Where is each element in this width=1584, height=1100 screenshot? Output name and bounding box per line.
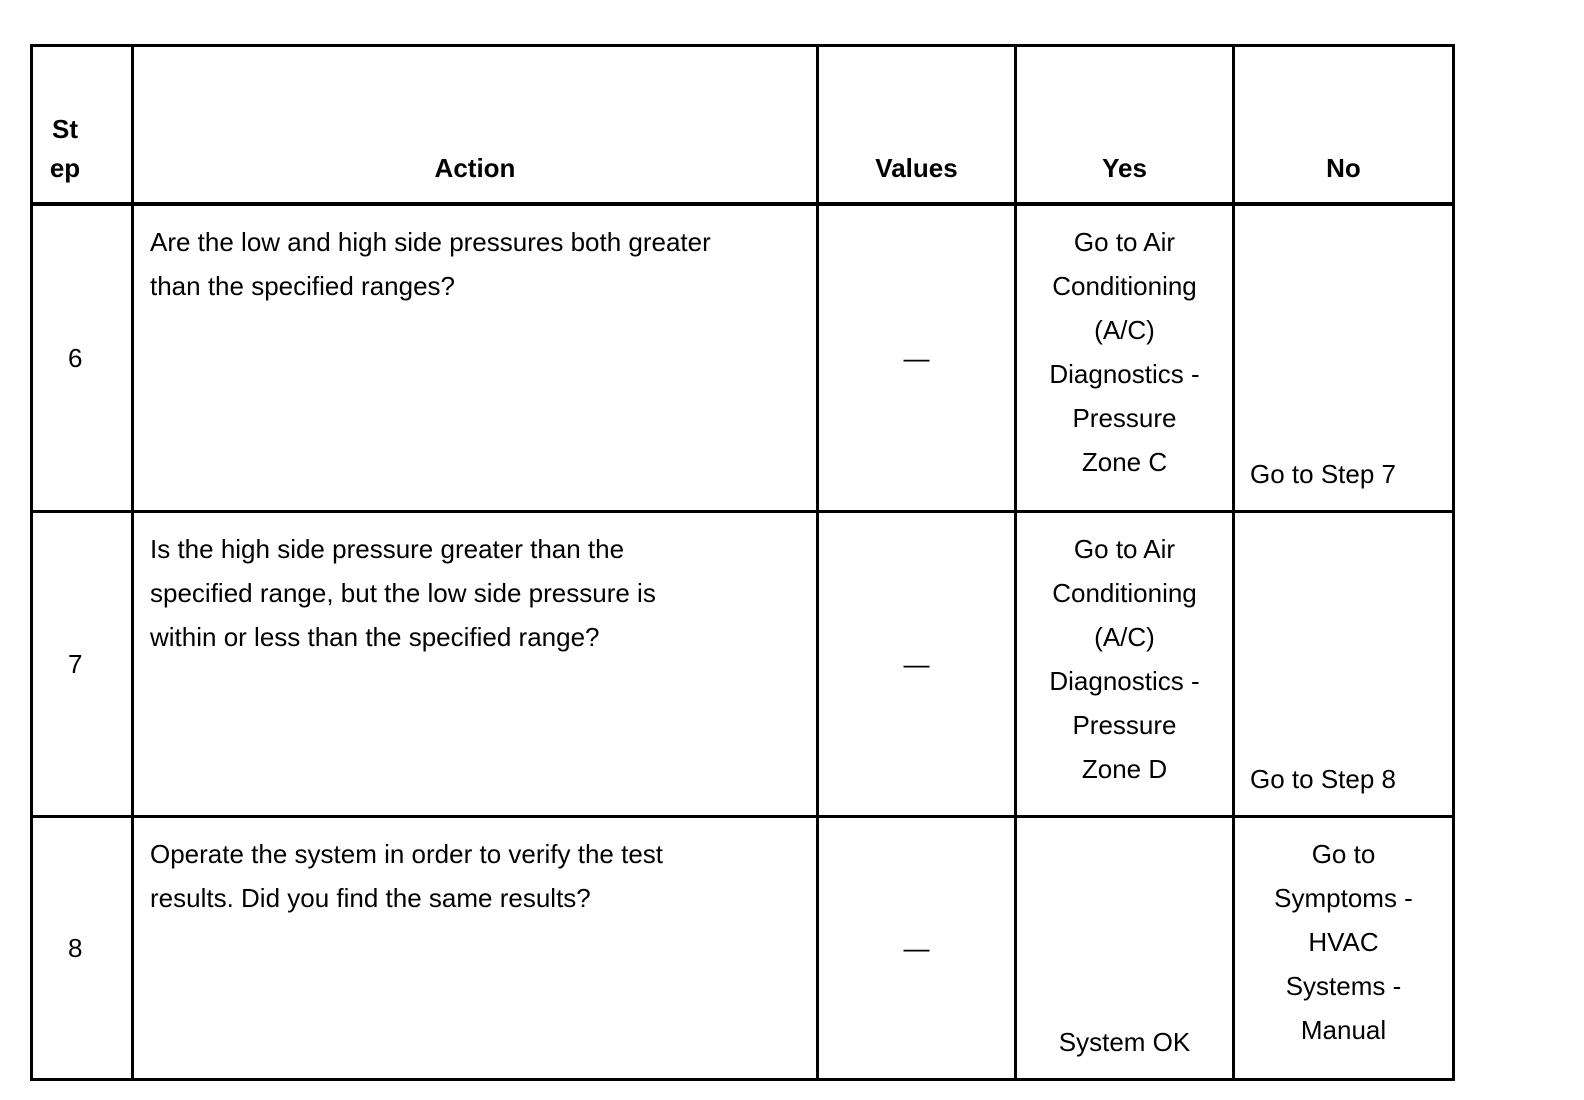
header-action: Action	[133, 46, 818, 205]
no-line: Go to	[1311, 839, 1376, 869]
header-step: St ep	[32, 46, 133, 205]
action-cell	[133, 204, 818, 512]
table-row	[32, 204, 1454, 512]
action-line: specified range, but the low side pressure is	[150, 578, 656, 608]
table-header	[32, 46, 1454, 205]
yes-cell	[1016, 512, 1234, 817]
values-cell: —	[818, 817, 1016, 1080]
table-row	[32, 817, 1454, 1080]
header-yes: Yes	[1016, 46, 1234, 205]
no-cell: Go to Step 8	[1234, 512, 1454, 817]
diagnostic-table	[30, 44, 1455, 1081]
table-row	[32, 512, 1454, 817]
yes-line: Pressure	[1072, 710, 1177, 740]
yes-line: Diagnostics -	[1049, 359, 1200, 389]
no-line: Symptoms -	[1274, 883, 1413, 913]
step-number: 6	[32, 204, 133, 512]
step-number: 8	[32, 817, 133, 1080]
step-number: 7	[32, 512, 133, 817]
yes-line: (A/C)	[1094, 315, 1155, 345]
action-cell	[133, 512, 818, 817]
action-line: Operate the system in order to verify the test	[150, 839, 664, 869]
action-line: results. Did you find the same results?	[150, 883, 591, 913]
values-cell: —	[818, 204, 1016, 512]
action-line: Is the high side pressure greater than the	[150, 534, 625, 564]
yes-line: Go to Air	[1073, 534, 1176, 564]
header-values: Values	[818, 46, 1016, 205]
yes-line: Conditioning	[1052, 271, 1197, 301]
yes-line: Conditioning	[1052, 578, 1197, 608]
action-line: within or less than the specified range?	[150, 622, 600, 652]
yes-line: Zone D	[1081, 754, 1168, 784]
no-line: Manual	[1300, 1015, 1387, 1045]
header-no: No	[1234, 46, 1454, 205]
yes-line: Diagnostics -	[1049, 666, 1200, 696]
no-cell	[1234, 817, 1454, 1080]
no-cell: Go to Step 7	[1234, 204, 1454, 512]
no-line: HVAC	[1308, 927, 1379, 957]
yes-line: Pressure	[1072, 403, 1177, 433]
yes-line: Go to Air	[1073, 227, 1176, 257]
yes-cell: System OK	[1016, 817, 1234, 1080]
action-line: than the specified ranges?	[150, 271, 455, 301]
yes-line: (A/C)	[1094, 622, 1155, 652]
action-cell	[133, 817, 818, 1080]
yes-cell	[1016, 204, 1234, 512]
yes-line: Zone C	[1081, 447, 1168, 477]
no-line: Systems -	[1285, 971, 1402, 1001]
values-cell: —	[818, 512, 1016, 817]
action-line: Are the low and high side pressures both greater	[150, 227, 711, 257]
